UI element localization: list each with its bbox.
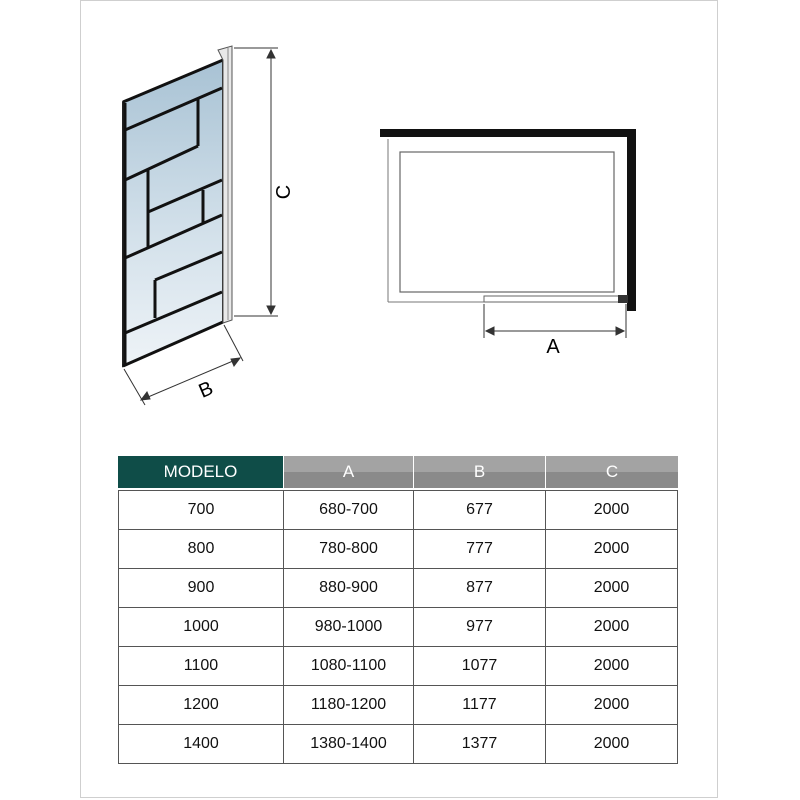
table-body bbox=[118, 490, 678, 764]
cell-b: 677 bbox=[413, 491, 545, 529]
cell-b: 977 bbox=[413, 608, 545, 646]
cell-modelo: 1000 bbox=[118, 608, 283, 646]
header-modelo: MODELO bbox=[118, 456, 283, 488]
cell-c: 2000 bbox=[545, 608, 678, 646]
cell-modelo: 1100 bbox=[118, 647, 283, 685]
cell-b: 1077 bbox=[413, 647, 545, 685]
cell-a: 980-1000 bbox=[283, 608, 413, 646]
table-row bbox=[118, 569, 678, 608]
cell-c: 2000 bbox=[545, 647, 678, 685]
header-b: B bbox=[413, 456, 545, 488]
table-header bbox=[118, 456, 678, 488]
cell-modelo: 900 bbox=[118, 569, 283, 607]
cell-c: 2000 bbox=[545, 686, 678, 724]
cell-a: 880-900 bbox=[283, 569, 413, 607]
table-row bbox=[118, 725, 678, 764]
cell-modelo: 1400 bbox=[118, 725, 283, 763]
cell-b: 1177 bbox=[413, 686, 545, 724]
table-row bbox=[118, 530, 678, 569]
plan-view bbox=[380, 129, 636, 311]
header-a: A bbox=[283, 456, 413, 488]
cell-modelo: 1200 bbox=[118, 686, 283, 724]
cell-b: 877 bbox=[413, 569, 545, 607]
cell-modelo: 800 bbox=[118, 530, 283, 568]
dimension-a bbox=[484, 304, 626, 338]
dimension-label-c: C bbox=[273, 184, 295, 200]
cell-c: 2000 bbox=[545, 530, 678, 568]
cell-a: 1080-1100 bbox=[283, 647, 413, 685]
cell-c: 2000 bbox=[545, 569, 678, 607]
table-row bbox=[118, 686, 678, 725]
table-row bbox=[118, 491, 678, 530]
cell-a: 1180-1200 bbox=[283, 686, 413, 724]
cell-a: 1380-1400 bbox=[283, 725, 413, 763]
table-row bbox=[118, 647, 678, 686]
cell-a: 680-700 bbox=[283, 491, 413, 529]
header-c: C bbox=[545, 456, 678, 488]
cell-b: 1377 bbox=[413, 725, 545, 763]
dimension-c bbox=[234, 48, 278, 316]
dimension-label-b: B bbox=[195, 377, 217, 403]
dimension-label-a: A bbox=[546, 336, 560, 358]
table-row bbox=[118, 608, 678, 647]
glass-panel-perspective bbox=[123, 46, 232, 366]
cell-a: 780-800 bbox=[283, 530, 413, 568]
cell-c: 2000 bbox=[545, 491, 678, 529]
cell-b: 777 bbox=[413, 530, 545, 568]
cell-c: 2000 bbox=[545, 725, 678, 763]
cell-modelo: 700 bbox=[118, 491, 283, 529]
dimensions-table bbox=[118, 456, 678, 764]
